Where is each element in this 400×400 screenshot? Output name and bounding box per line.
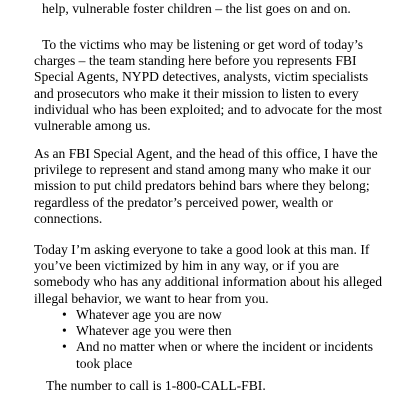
list-item-text: Whatever age you are now bbox=[76, 307, 222, 322]
bullet-icon: • bbox=[62, 323, 67, 339]
bullet-list bbox=[62, 307, 382, 372]
paragraph-fbi-agent: As an FBI Special Agent, and the head of this office, I have the privilege to represent and stand among many who make it our mission to put child predators behind bars where they belong; regardless of the predator’s perceived power, wealth or connections. bbox=[34, 146, 378, 226]
list-item bbox=[62, 339, 382, 371]
paragraph-top-line: help, vulnerable foster children – the list goes on and on. bbox=[42, 1, 351, 16]
list-item-text: And no matter when or where the incident or incidents took place bbox=[76, 339, 374, 371]
paragraph-today-request: Today I’m asking everyone to take a good look at this man. If you’ve been victimized by him in any way, or if you are somebody who has any additional information about his alleged illegal behavior, we want to hear from you. bbox=[34, 242, 383, 306]
list-item bbox=[62, 323, 382, 339]
list-item bbox=[62, 307, 382, 323]
paragraph-phone-number: The number to call is 1-800-CALL-FBI. bbox=[46, 378, 266, 393]
paragraph-victims: To the victims who may be listening or get word of today’s charges – the team standing here before you represents FBI Special Agents, NYPD detectives, analysts, victim specialists and prosecutors who make it their mission to listen to every individual who has been exploited; and to advocate for the most vulnerable among us. bbox=[34, 37, 383, 134]
list-item-text: Whatever age you were then bbox=[76, 323, 232, 339]
bullet-icon: • bbox=[62, 339, 67, 355]
bullet-icon: • bbox=[62, 307, 67, 322]
